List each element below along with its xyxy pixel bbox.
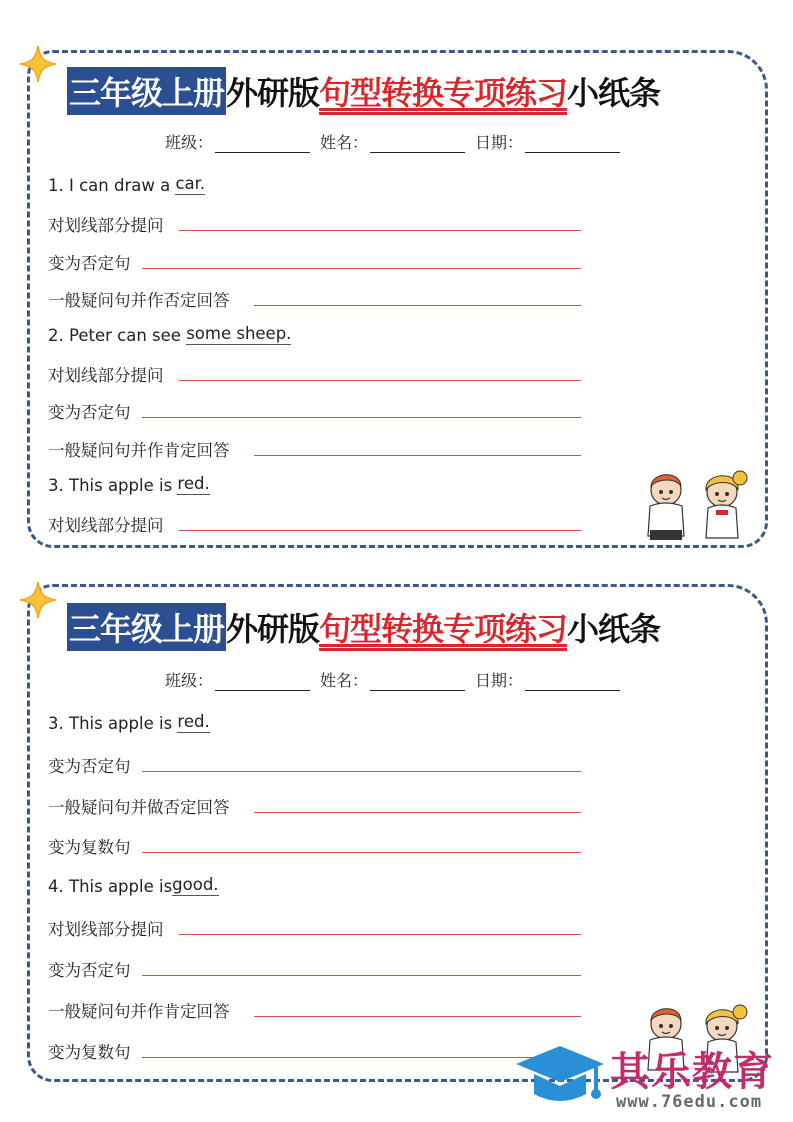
prompt-label: 对划线部分提问 (48, 920, 164, 939)
answer-line[interactable] (142, 852, 581, 853)
underlined-part: good. (172, 875, 219, 894)
name-field[interactable] (320, 130, 465, 153)
prompt-label: 一般疑问句并作否定回答 (48, 291, 230, 310)
question-sentence (48, 712, 210, 733)
title-tail: 小纸条 (567, 610, 661, 648)
prompt-label: 对划线部分提问 (48, 516, 164, 535)
question-sentence (48, 474, 210, 495)
prompt-label: 一般疑问句并做否定回答 (48, 798, 230, 817)
answer-row[interactable] (48, 916, 164, 940)
question-sentence (48, 875, 219, 896)
prompt-label: 变为否定句 (48, 403, 131, 422)
underlined-part: red. (177, 712, 210, 731)
title-topic: 句型转换专项练习 (319, 610, 568, 648)
name-field[interactable] (320, 668, 465, 691)
answer-row[interactable] (48, 1039, 131, 1063)
prompt-label: 变为否定句 (48, 961, 131, 980)
answer-line[interactable] (254, 1016, 581, 1017)
prompt-label: 对划线部分提问 (48, 216, 164, 235)
prompt-label: 对划线部分提问 (48, 366, 164, 385)
answer-row[interactable] (48, 212, 164, 236)
prompt-label: 变为否定句 (48, 254, 131, 273)
answer-line[interactable] (179, 230, 581, 231)
date-field[interactable] (475, 668, 620, 691)
student-info (165, 668, 620, 691)
underlined-part: red. (177, 474, 210, 493)
underlined-part: car. (175, 174, 206, 193)
name-label: 姓名： (320, 671, 369, 690)
sentence-text: 3. This apple is (48, 714, 173, 733)
name-blank[interactable] (370, 674, 465, 691)
answer-line[interactable] (142, 268, 581, 269)
student-info (165, 130, 620, 153)
answer-row[interactable] (48, 399, 131, 423)
answer-row[interactable] (48, 998, 230, 1022)
brand-url: www.76edu.com (616, 1092, 763, 1112)
answer-line[interactable] (142, 417, 581, 418)
answer-line[interactable] (254, 812, 581, 813)
brand-name: 其乐教育 (610, 1049, 774, 1095)
answer-line[interactable] (254, 305, 581, 306)
answer-row[interactable] (48, 250, 131, 274)
class-field[interactable] (165, 130, 310, 153)
answer-row[interactable] (48, 287, 230, 311)
title-publisher: 外研版 (226, 74, 320, 112)
answer-row[interactable] (48, 362, 164, 386)
class-label: 班级： (165, 671, 214, 690)
date-blank[interactable] (525, 674, 620, 691)
answer-line[interactable] (142, 975, 581, 976)
date-field[interactable] (475, 130, 620, 153)
class-field[interactable] (165, 668, 310, 691)
prompt-label: 一般疑问句并作肯定回答 (48, 441, 230, 460)
sentence-text: 3. This apple is (48, 476, 173, 495)
answer-line[interactable] (179, 530, 581, 531)
date-label: 日期： (475, 671, 524, 690)
answer-row[interactable] (48, 512, 164, 536)
class-blank[interactable] (215, 136, 310, 153)
worksheet-title (67, 67, 660, 115)
prompt-label: 变为否定句 (48, 757, 131, 776)
brand-watermark (512, 1040, 787, 1116)
title-publisher: 外研版 (226, 610, 320, 648)
title-grade: 三年级上册 (67, 603, 226, 651)
sentence-text: 1. I can draw a (48, 176, 171, 195)
answer-line[interactable] (254, 455, 581, 456)
answer-row[interactable] (48, 794, 230, 818)
answer-line[interactable] (142, 771, 581, 772)
sentence-text: 2. Peter can see (48, 326, 181, 345)
class-label: 班级： (165, 133, 214, 152)
title-tail: 小纸条 (567, 74, 661, 112)
sentence-text: 4. This apple is (48, 877, 173, 896)
star-icon (18, 44, 58, 84)
date-blank[interactable] (525, 136, 620, 153)
prompt-label: 变为复数句 (48, 838, 131, 857)
underlined-part: some sheep. (186, 324, 292, 343)
worksheet-title (67, 603, 660, 651)
question-sentence (48, 174, 205, 195)
prompt-label: 一般疑问句并作肯定回答 (48, 1002, 230, 1021)
date-label: 日期： (475, 133, 524, 152)
star-icon (18, 580, 58, 620)
graduation-cap-icon (512, 1042, 608, 1114)
name-blank[interactable] (370, 136, 465, 153)
cartoon-kids-illustration (636, 466, 756, 544)
answer-line[interactable] (179, 934, 581, 935)
answer-row[interactable] (48, 753, 131, 777)
answer-row[interactable] (48, 834, 131, 858)
answer-row[interactable] (48, 437, 230, 461)
prompt-label: 变为复数句 (48, 1043, 131, 1062)
answer-row[interactable] (48, 957, 131, 981)
name-label: 姓名： (320, 133, 369, 152)
class-blank[interactable] (215, 674, 310, 691)
question-sentence (48, 324, 291, 345)
title-grade: 三年级上册 (67, 67, 226, 115)
answer-line[interactable] (179, 380, 581, 381)
title-topic: 句型转换专项练习 (319, 74, 568, 112)
